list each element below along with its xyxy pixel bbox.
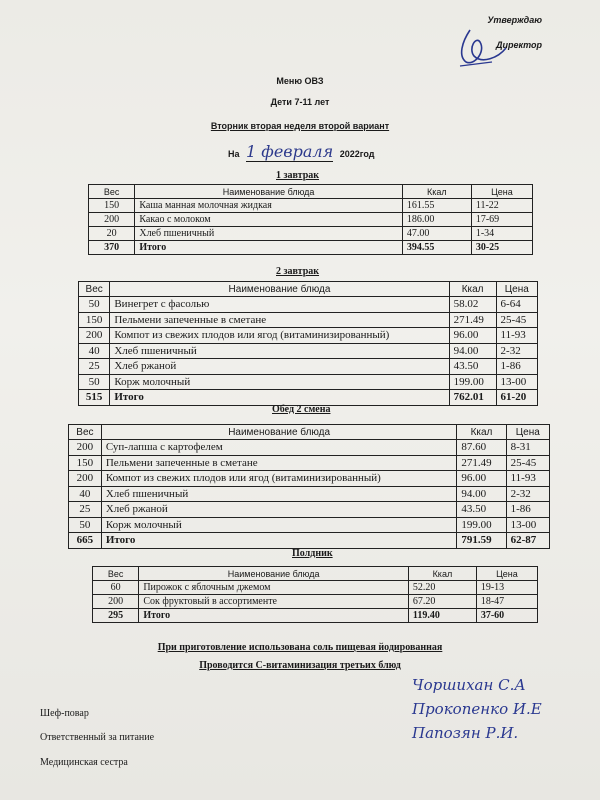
- kcal-cell: 96.00: [457, 471, 506, 487]
- column-header: Вес: [93, 567, 139, 581]
- dish-name-cell: Винегрет с фасолью: [110, 297, 449, 313]
- table-row: [93, 595, 538, 609]
- weight-cell: 50: [79, 374, 110, 390]
- menu-table: [92, 566, 538, 623]
- kcal-cell: 199.00: [449, 374, 496, 390]
- table-row: [79, 312, 538, 328]
- kcal-cell: 58.02: [449, 297, 496, 313]
- total-weight-cell: 295: [93, 609, 139, 623]
- column-header: Цена: [476, 567, 537, 581]
- dish-name-cell: Корж молочный: [101, 517, 457, 533]
- signature-role: Ответственный за питание: [40, 732, 155, 743]
- total-label-cell: Итого: [101, 533, 457, 549]
- price-cell: 2-32: [506, 486, 549, 502]
- signature-handwritten: Чоршихан С.А: [412, 676, 526, 694]
- total-weight-cell: 665: [69, 533, 102, 549]
- price-cell: 11-22: [471, 199, 532, 213]
- total-row: [89, 241, 533, 255]
- menu-table: [68, 424, 550, 549]
- kcal-cell: 43.50: [457, 502, 506, 518]
- weight-cell: 50: [69, 517, 102, 533]
- dish-name-cell: Пирожок с яблочным джемом: [139, 581, 409, 595]
- kcal-cell: 87.60: [457, 440, 506, 456]
- column-header: Ккал: [408, 567, 476, 581]
- dish-name-cell: Сок фруктовый в ассортименте: [139, 595, 409, 609]
- kcal-cell: 271.49: [457, 455, 506, 471]
- kcal-cell: 199.00: [457, 517, 506, 533]
- column-header: Ккал: [449, 282, 496, 297]
- signature-handwritten: Папозян Р.И.: [412, 724, 519, 742]
- total-kcal-cell: 791.59: [457, 533, 506, 549]
- weight-cell: 150: [69, 455, 102, 471]
- total-row: [69, 533, 550, 549]
- table-row: [89, 227, 533, 241]
- dish-name-cell: Хлеб пшеничный: [110, 343, 449, 359]
- column-header: Вес: [89, 185, 135, 199]
- table-header-row: [79, 282, 538, 297]
- section-title: 1 завтрак: [276, 170, 320, 181]
- column-header: Наименование блюда: [101, 425, 457, 440]
- weight-cell: 200: [93, 595, 139, 609]
- table-row: [69, 502, 550, 518]
- menu-title: Меню ОВЗ: [276, 76, 324, 86]
- total-price-cell: 62-87: [506, 533, 549, 549]
- weight-cell: 20: [89, 227, 135, 241]
- weight-cell: 50: [79, 297, 110, 313]
- table-row: [93, 581, 538, 595]
- weight-cell: 25: [79, 359, 110, 375]
- table-row: [69, 455, 550, 471]
- column-header: Наименование блюда: [110, 282, 449, 297]
- menu-table: [78, 281, 538, 406]
- column-header: Цена: [506, 425, 549, 440]
- total-weight-cell: 370: [89, 241, 135, 255]
- total-price-cell: 37-60: [476, 609, 537, 623]
- column-header: Вес: [69, 425, 102, 440]
- date-handwritten: 1 февраля: [246, 142, 334, 161]
- dish-name-cell: Пельмени запеченные в сметане: [101, 455, 457, 471]
- kcal-cell: 271.49: [449, 312, 496, 328]
- dish-name-cell: Какао с молоком: [135, 213, 403, 227]
- menu-table: [88, 184, 533, 255]
- section-title: Обед 2 смена: [272, 404, 331, 415]
- table-row: [89, 199, 533, 213]
- price-cell: 2-32: [496, 343, 537, 359]
- price-cell: 11-93: [496, 328, 537, 344]
- weight-cell: 200: [79, 328, 110, 344]
- table-row: [89, 213, 533, 227]
- table-row: [69, 440, 550, 456]
- table-row: [79, 359, 538, 375]
- column-header: Цена: [471, 185, 532, 199]
- weight-cell: 200: [69, 471, 102, 487]
- price-cell: 25-45: [506, 455, 549, 471]
- approval-label: Утверждаю: [487, 15, 542, 25]
- director-label: Директор: [496, 40, 542, 50]
- signature-role: Шеф-повар: [40, 708, 89, 719]
- total-label-cell: Итого: [139, 609, 409, 623]
- table-header-row: [69, 425, 550, 440]
- price-cell: 8-31: [506, 440, 549, 456]
- total-price-cell: 61-20: [496, 390, 537, 406]
- dish-name-cell: Каша манная молочная жидкая: [135, 199, 403, 213]
- column-header: Наименование блюда: [139, 567, 409, 581]
- total-kcal-cell: 762.01: [449, 390, 496, 406]
- price-cell: 17-69: [471, 213, 532, 227]
- price-cell: 13-00: [506, 517, 549, 533]
- table-row: [79, 343, 538, 359]
- weight-cell: 150: [79, 312, 110, 328]
- date-line: [228, 142, 374, 161]
- price-cell: 11-93: [506, 471, 549, 487]
- section-title: 2 завтрак: [276, 266, 320, 277]
- total-label-cell: Итого: [110, 390, 449, 406]
- total-row: [79, 390, 538, 406]
- table-row: [79, 374, 538, 390]
- dish-name-cell: Хлеб ржаной: [101, 502, 457, 518]
- kcal-cell: 43.50: [449, 359, 496, 375]
- weight-cell: 200: [89, 213, 135, 227]
- total-price-cell: 30-25: [471, 241, 532, 255]
- dish-name-cell: Хлеб пшеничный: [135, 227, 403, 241]
- price-cell: 1-86: [496, 359, 537, 375]
- kcal-cell: 47.00: [402, 227, 471, 241]
- director-signature: [440, 22, 510, 72]
- dish-name-cell: Хлеб пшеничный: [101, 486, 457, 502]
- price-cell: 25-45: [496, 312, 537, 328]
- total-weight-cell: 515: [79, 390, 110, 406]
- table-row: [79, 297, 538, 313]
- table-row: [79, 328, 538, 344]
- column-header: Ккал: [402, 185, 471, 199]
- column-header: Вес: [79, 282, 110, 297]
- kcal-cell: 96.00: [449, 328, 496, 344]
- kcal-cell: 94.00: [457, 486, 506, 502]
- price-cell: 13-00: [496, 374, 537, 390]
- variant-line: Вторник вторая неделя второй вариант: [210, 121, 390, 131]
- total-kcal-cell: 119.40: [408, 609, 476, 623]
- dish-name-cell: Суп-лапша с картофелем: [101, 440, 457, 456]
- date-suffix: 2022год: [339, 149, 375, 159]
- price-cell: 1-86: [506, 502, 549, 518]
- dish-name-cell: Корж молочный: [110, 374, 449, 390]
- weight-cell: 150: [89, 199, 135, 213]
- column-header: Цена: [496, 282, 537, 297]
- dish-name-cell: Хлеб ржаной: [110, 359, 449, 375]
- column-header: Наименование блюда: [135, 185, 403, 199]
- weight-cell: 60: [93, 581, 139, 595]
- table-row: [69, 486, 550, 502]
- kcal-cell: 161.55: [402, 199, 471, 213]
- kcal-cell: 94.00: [449, 343, 496, 359]
- weight-cell: 40: [69, 486, 102, 502]
- section-title: Полдник: [292, 548, 333, 559]
- dish-name-cell: Пельмени запеченные в сметане: [110, 312, 449, 328]
- table-header-row: [89, 185, 533, 199]
- kcal-cell: 67.20: [408, 595, 476, 609]
- age-group: Дети 7-11 лет: [270, 97, 330, 107]
- total-label-cell: Итого: [135, 241, 403, 255]
- price-cell: 1-34: [471, 227, 532, 241]
- dish-name-cell: Компот из свежих плодов или ягод (витаминизированный): [101, 471, 457, 487]
- total-row: [93, 609, 538, 623]
- weight-cell: 25: [69, 502, 102, 518]
- table-header-row: [93, 567, 538, 581]
- weight-cell: 200: [69, 440, 102, 456]
- price-cell: 6-64: [496, 297, 537, 313]
- price-cell: 19-13: [476, 581, 537, 595]
- signature-role: Медицинская сестра: [40, 757, 128, 768]
- date-prefix: На: [228, 149, 240, 159]
- weight-cell: 40: [79, 343, 110, 359]
- price-cell: 18-47: [476, 595, 537, 609]
- kcal-cell: 186.00: [402, 213, 471, 227]
- column-header: Ккал: [457, 425, 506, 440]
- dish-name-cell: Компот из свежих плодов или ягод (витаминизированный): [110, 328, 449, 344]
- kcal-cell: 52.20: [408, 581, 476, 595]
- signature-handwritten: Прокопенко И.Е: [412, 700, 542, 718]
- vitamin-note: Проводится С-витаминизация третьих блюд: [199, 660, 401, 671]
- salt-note: При приготовление использована соль пищевая йодированная: [157, 642, 443, 653]
- table-row: [69, 517, 550, 533]
- table-row: [69, 471, 550, 487]
- total-kcal-cell: 394.55: [402, 241, 471, 255]
